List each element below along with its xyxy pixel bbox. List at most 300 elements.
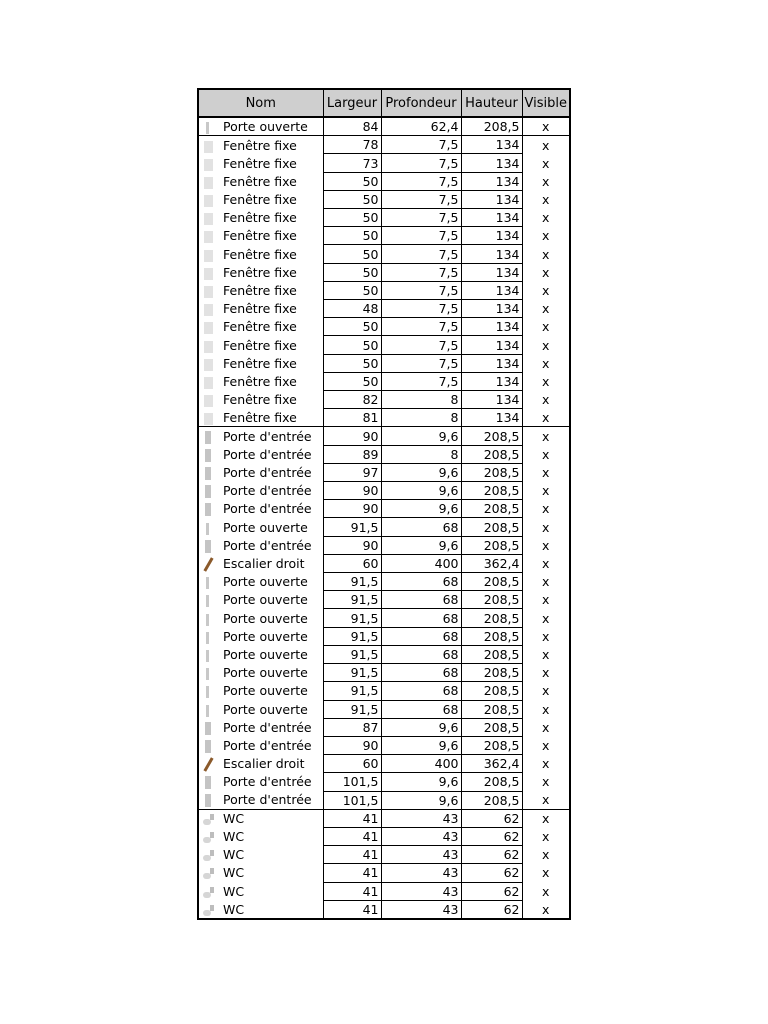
item-name: Porte ouverte bbox=[223, 592, 308, 608]
item-name: Porte d'entrée bbox=[223, 774, 312, 790]
cell-visible[interactable]: x bbox=[522, 227, 570, 245]
cell-width: 91,5 bbox=[323, 591, 381, 609]
cell-width: 41 bbox=[323, 809, 381, 827]
cell-width: 101,5 bbox=[323, 773, 381, 791]
cell-name bbox=[198, 536, 323, 554]
entrance-door-icon bbox=[201, 503, 215, 516]
cell-depth: 7,5 bbox=[381, 209, 461, 227]
cell-name bbox=[198, 117, 323, 136]
window-icon bbox=[201, 394, 215, 407]
item-name: Porte ouverte bbox=[223, 683, 308, 699]
table-body bbox=[198, 117, 570, 919]
toilet-icon bbox=[201, 886, 215, 899]
cell-height: 208,5 bbox=[461, 627, 522, 645]
table-row[interactable] bbox=[198, 755, 570, 773]
cell-width: 50 bbox=[323, 318, 381, 336]
cell-height: 208,5 bbox=[461, 518, 522, 536]
column-header-name[interactable]: Nom bbox=[198, 89, 323, 117]
table-row[interactable] bbox=[198, 209, 570, 227]
cell-height: 208,5 bbox=[461, 736, 522, 754]
item-name: Porte ouverte bbox=[223, 646, 308, 662]
entrance-door-icon bbox=[201, 722, 215, 735]
cell-visible[interactable]: x bbox=[522, 900, 570, 919]
cell-width: 91,5 bbox=[323, 609, 381, 627]
item-name: WC bbox=[223, 811, 245, 827]
cell-visible[interactable]: x bbox=[522, 409, 570, 427]
cell-height: 62 bbox=[461, 809, 522, 827]
cell-visible[interactable]: x bbox=[522, 755, 570, 773]
cell-width: 60 bbox=[323, 755, 381, 773]
cell-name bbox=[198, 736, 323, 754]
entrance-door-icon bbox=[201, 449, 215, 462]
entrance-door-icon bbox=[201, 776, 215, 789]
table-row[interactable] bbox=[198, 409, 570, 427]
cell-width: 50 bbox=[323, 227, 381, 245]
cell-visible[interactable]: x bbox=[522, 172, 570, 190]
cell-depth: 9,6 bbox=[381, 773, 461, 791]
entrance-door-icon bbox=[201, 467, 215, 480]
table-row[interactable] bbox=[198, 427, 570, 445]
cell-width: 87 bbox=[323, 718, 381, 736]
table-row[interactable] bbox=[198, 300, 570, 318]
cell-height: 208,5 bbox=[461, 791, 522, 809]
open-door-icon bbox=[201, 704, 215, 717]
cell-width: 50 bbox=[323, 172, 381, 190]
cell-height: 134 bbox=[461, 372, 522, 390]
table-row[interactable] bbox=[198, 372, 570, 390]
cell-width: 50 bbox=[323, 263, 381, 281]
cell-visible[interactable]: x bbox=[522, 718, 570, 736]
cell-height: 208,5 bbox=[461, 591, 522, 609]
table-row[interactable] bbox=[198, 154, 570, 172]
furniture-table bbox=[197, 88, 571, 920]
cell-height: 134 bbox=[461, 245, 522, 263]
table-row[interactable] bbox=[198, 172, 570, 190]
cell-visible[interactable]: x bbox=[522, 882, 570, 900]
cell-visible[interactable]: x bbox=[522, 500, 570, 518]
cell-height: 208,5 bbox=[461, 117, 522, 136]
cell-depth: 68 bbox=[381, 682, 461, 700]
cell-width: 91,5 bbox=[323, 645, 381, 663]
item-name: WC bbox=[223, 865, 245, 881]
toilet-icon bbox=[201, 904, 215, 917]
column-header-height[interactable]: Hauteur bbox=[461, 89, 522, 117]
window-icon bbox=[201, 321, 215, 334]
cell-name bbox=[198, 136, 323, 154]
cell-depth: 68 bbox=[381, 591, 461, 609]
cell-depth: 7,5 bbox=[381, 172, 461, 190]
cell-visible[interactable]: x bbox=[522, 827, 570, 845]
cell-visible[interactable]: x bbox=[522, 736, 570, 754]
cell-name bbox=[198, 245, 323, 263]
cell-visible[interactable]: x bbox=[522, 245, 570, 263]
table-row[interactable] bbox=[198, 736, 570, 754]
table-row[interactable] bbox=[198, 791, 570, 809]
item-name: Fenêtre fixe bbox=[223, 355, 297, 371]
table-row[interactable] bbox=[198, 336, 570, 354]
cell-depth: 9,6 bbox=[381, 536, 461, 554]
cell-depth: 68 bbox=[381, 700, 461, 718]
cell-name bbox=[198, 409, 323, 427]
item-name: Porte d'entrée bbox=[223, 738, 312, 753]
window-icon bbox=[201, 212, 215, 225]
cell-width: 90 bbox=[323, 500, 381, 518]
cell-width: 91,5 bbox=[323, 518, 381, 536]
cell-visible[interactable]: x bbox=[522, 482, 570, 500]
cell-depth: 7,5 bbox=[381, 245, 461, 263]
cell-width: 78 bbox=[323, 136, 381, 154]
table-row[interactable] bbox=[198, 354, 570, 372]
cell-name bbox=[198, 809, 323, 827]
cell-depth: 7,5 bbox=[381, 227, 461, 245]
cell-height: 62 bbox=[461, 900, 522, 919]
table-row[interactable] bbox=[198, 846, 570, 864]
cell-width: 41 bbox=[323, 846, 381, 864]
cell-height: 62 bbox=[461, 846, 522, 864]
item-name: Porte ouverte bbox=[223, 628, 308, 644]
column-header-depth[interactable]: Profondeur bbox=[381, 89, 461, 117]
table-row[interactable] bbox=[198, 445, 570, 463]
window-icon bbox=[201, 194, 215, 207]
table-row[interactable] bbox=[198, 482, 570, 500]
cell-visible[interactable]: x bbox=[522, 300, 570, 318]
table-row[interactable] bbox=[198, 281, 570, 299]
table-row[interactable] bbox=[198, 318, 570, 336]
toilet-icon bbox=[201, 813, 215, 826]
cell-visible[interactable]: x bbox=[522, 354, 570, 372]
table-row[interactable] bbox=[198, 500, 570, 518]
cell-visible[interactable]: x bbox=[522, 645, 570, 663]
cell-visible[interactable]: x bbox=[522, 281, 570, 299]
cell-height: 208,5 bbox=[461, 536, 522, 554]
table-row[interactable] bbox=[198, 882, 570, 900]
cell-visible[interactable]: x bbox=[522, 591, 570, 609]
table-row[interactable] bbox=[198, 190, 570, 208]
window-icon bbox=[201, 340, 215, 353]
item-name: Fenêtre fixe bbox=[223, 392, 297, 408]
table-row[interactable] bbox=[198, 773, 570, 791]
cell-height: 62 bbox=[461, 882, 522, 900]
window-icon bbox=[201, 140, 215, 153]
open-door-icon bbox=[201, 576, 215, 589]
cell-height: 134 bbox=[461, 154, 522, 172]
item-name: WC bbox=[223, 883, 245, 899]
cell-depth: 7,5 bbox=[381, 300, 461, 318]
open-door-icon bbox=[201, 121, 215, 134]
cell-name bbox=[198, 700, 323, 718]
cell-width: 48 bbox=[323, 300, 381, 318]
cell-width: 60 bbox=[323, 554, 381, 572]
cell-width: 91,5 bbox=[323, 700, 381, 718]
cell-depth: 7,5 bbox=[381, 263, 461, 281]
header-row bbox=[198, 89, 570, 117]
cell-height: 134 bbox=[461, 190, 522, 208]
cell-height: 134 bbox=[461, 136, 522, 154]
cell-name bbox=[198, 372, 323, 390]
cell-height: 134 bbox=[461, 354, 522, 372]
column-header-visible[interactable]: Visible bbox=[522, 89, 570, 117]
window-icon bbox=[201, 358, 215, 371]
table-row[interactable] bbox=[198, 263, 570, 281]
open-door-icon bbox=[201, 649, 215, 662]
item-name: Escalier droit bbox=[223, 555, 305, 571]
cell-visible[interactable]: x bbox=[522, 391, 570, 409]
cell-name bbox=[198, 300, 323, 318]
cell-depth: 43 bbox=[381, 827, 461, 845]
cell-depth: 7,5 bbox=[381, 354, 461, 372]
window-icon bbox=[201, 230, 215, 243]
cell-depth: 8 bbox=[381, 409, 461, 427]
table-row[interactable] bbox=[198, 227, 570, 245]
cell-visible[interactable]: x bbox=[522, 573, 570, 591]
window-icon bbox=[201, 249, 215, 262]
cell-name bbox=[198, 354, 323, 372]
table-row[interactable] bbox=[198, 554, 570, 572]
item-name: WC bbox=[223, 829, 245, 845]
table-row[interactable] bbox=[198, 245, 570, 263]
cell-width: 97 bbox=[323, 463, 381, 481]
cell-depth: 9,6 bbox=[381, 463, 461, 481]
cell-height: 208,5 bbox=[461, 700, 522, 718]
cell-width: 41 bbox=[323, 827, 381, 845]
cell-depth: 400 bbox=[381, 554, 461, 572]
cell-visible[interactable]: x bbox=[522, 336, 570, 354]
cell-name bbox=[198, 573, 323, 591]
cell-name bbox=[198, 336, 323, 354]
table-row[interactable] bbox=[198, 900, 570, 919]
cell-visible[interactable]: x bbox=[522, 773, 570, 791]
cell-name bbox=[198, 518, 323, 536]
cell-visible[interactable]: x bbox=[522, 554, 570, 572]
item-name: Fenêtre fixe bbox=[223, 228, 297, 244]
cell-depth: 68 bbox=[381, 518, 461, 536]
cell-height: 208,5 bbox=[461, 609, 522, 627]
cell-width: 41 bbox=[323, 864, 381, 882]
cell-depth: 68 bbox=[381, 609, 461, 627]
cell-height: 208,5 bbox=[461, 482, 522, 500]
cell-width: 50 bbox=[323, 281, 381, 299]
cell-width: 41 bbox=[323, 882, 381, 900]
item-name: Fenêtre fixe bbox=[223, 137, 297, 153]
cell-height: 208,5 bbox=[461, 773, 522, 791]
cell-width: 50 bbox=[323, 336, 381, 354]
table-row[interactable] bbox=[198, 627, 570, 645]
cell-depth: 43 bbox=[381, 864, 461, 882]
cell-height: 208,5 bbox=[461, 463, 522, 481]
cell-depth: 9,6 bbox=[381, 427, 461, 445]
table-row[interactable] bbox=[198, 682, 570, 700]
table-row[interactable] bbox=[198, 518, 570, 536]
cell-name bbox=[198, 846, 323, 864]
cell-height: 208,5 bbox=[461, 718, 522, 736]
cell-name bbox=[198, 500, 323, 518]
item-name: Fenêtre fixe bbox=[223, 173, 297, 189]
cell-name bbox=[198, 190, 323, 208]
cell-depth: 9,6 bbox=[381, 718, 461, 736]
cell-name bbox=[198, 427, 323, 445]
cell-height: 134 bbox=[461, 209, 522, 227]
cell-visible[interactable]: x bbox=[522, 463, 570, 481]
cell-name bbox=[198, 682, 323, 700]
cell-visible[interactable]: x bbox=[522, 427, 570, 445]
item-name: Fenêtre fixe bbox=[223, 210, 297, 226]
cell-depth: 62,4 bbox=[381, 117, 461, 136]
cell-depth: 8 bbox=[381, 445, 461, 463]
cell-height: 208,5 bbox=[461, 500, 522, 518]
item-name: Porte d'entrée bbox=[223, 446, 312, 462]
cell-height: 208,5 bbox=[461, 682, 522, 700]
item-name: Fenêtre fixe bbox=[223, 282, 297, 298]
cell-width: 50 bbox=[323, 190, 381, 208]
cell-depth: 9,6 bbox=[381, 500, 461, 518]
cell-visible[interactable]: x bbox=[522, 864, 570, 882]
cell-name bbox=[198, 664, 323, 682]
table-row[interactable] bbox=[198, 664, 570, 682]
cell-depth: 68 bbox=[381, 645, 461, 663]
table-row[interactable] bbox=[198, 391, 570, 409]
item-name: Fenêtre fixe bbox=[223, 155, 297, 171]
entrance-door-icon bbox=[201, 540, 215, 553]
window-icon bbox=[201, 285, 215, 298]
cell-visible[interactable]: x bbox=[522, 809, 570, 827]
table-row[interactable] bbox=[198, 117, 570, 136]
cell-height: 134 bbox=[461, 263, 522, 281]
cell-visible[interactable]: x bbox=[522, 536, 570, 554]
cell-name bbox=[198, 755, 323, 773]
cell-name bbox=[198, 609, 323, 627]
cell-height: 134 bbox=[461, 281, 522, 299]
cell-visible[interactable]: x bbox=[522, 263, 570, 281]
cell-visible[interactable]: x bbox=[522, 664, 570, 682]
cell-height: 134 bbox=[461, 172, 522, 190]
cell-visible[interactable]: x bbox=[522, 846, 570, 864]
item-name: Porte d'entrée bbox=[223, 792, 312, 808]
entrance-door-icon bbox=[201, 485, 215, 498]
cell-height: 208,5 bbox=[461, 664, 522, 682]
item-name: Porte d'entrée bbox=[223, 537, 312, 553]
cell-visible[interactable]: x bbox=[522, 609, 570, 627]
cell-name bbox=[198, 864, 323, 882]
item-name: Porte ouverte bbox=[223, 519, 308, 535]
cell-width: 81 bbox=[323, 409, 381, 427]
table-row[interactable] bbox=[198, 573, 570, 591]
table-row[interactable] bbox=[198, 136, 570, 154]
cell-name bbox=[198, 227, 323, 245]
table-row[interactable] bbox=[198, 645, 570, 663]
cell-height: 208,5 bbox=[461, 427, 522, 445]
item-name: Fenêtre fixe bbox=[223, 191, 297, 207]
open-door-icon bbox=[201, 631, 215, 644]
table-row[interactable] bbox=[198, 609, 570, 627]
cell-depth: 400 bbox=[381, 755, 461, 773]
cell-depth: 68 bbox=[381, 664, 461, 682]
cell-name bbox=[198, 172, 323, 190]
cell-width: 91,5 bbox=[323, 682, 381, 700]
cell-height: 134 bbox=[461, 336, 522, 354]
item-name: Porte ouverte bbox=[223, 665, 308, 681]
toilet-icon bbox=[201, 849, 215, 862]
cell-depth: 7,5 bbox=[381, 154, 461, 172]
table-row[interactable] bbox=[198, 463, 570, 481]
cell-name bbox=[198, 281, 323, 299]
cell-width: 91,5 bbox=[323, 627, 381, 645]
cell-visible[interactable]: x bbox=[522, 682, 570, 700]
cell-name bbox=[198, 645, 323, 663]
cell-width: 89 bbox=[323, 445, 381, 463]
cell-height: 362,4 bbox=[461, 554, 522, 572]
item-name: Fenêtre fixe bbox=[223, 246, 297, 262]
table-row[interactable] bbox=[198, 536, 570, 554]
cell-height: 362,4 bbox=[461, 755, 522, 773]
cell-width: 50 bbox=[323, 372, 381, 390]
column-header-width[interactable]: Largeur bbox=[323, 89, 381, 117]
cell-visible[interactable]: x bbox=[522, 318, 570, 336]
cell-depth: 7,5 bbox=[381, 136, 461, 154]
open-door-icon bbox=[201, 685, 215, 698]
cell-width: 91,5 bbox=[323, 573, 381, 591]
cell-name bbox=[198, 773, 323, 791]
cell-depth: 43 bbox=[381, 846, 461, 864]
cell-width: 90 bbox=[323, 427, 381, 445]
table-row[interactable] bbox=[198, 718, 570, 736]
cell-visible[interactable]: x bbox=[522, 136, 570, 154]
table-row[interactable] bbox=[198, 591, 570, 609]
open-door-icon bbox=[201, 667, 215, 680]
item-name: Porte ouverte bbox=[223, 701, 308, 717]
item-name: Porte d'entrée bbox=[223, 501, 312, 517]
cell-width: 50 bbox=[323, 209, 381, 227]
cell-depth: 9,6 bbox=[381, 482, 461, 500]
cell-height: 208,5 bbox=[461, 573, 522, 591]
cell-width: 91,5 bbox=[323, 664, 381, 682]
cell-width: 101,5 bbox=[323, 791, 381, 809]
table-row[interactable] bbox=[198, 864, 570, 882]
cell-visible[interactable]: x bbox=[522, 700, 570, 718]
item-name: Fenêtre fixe bbox=[223, 301, 297, 317]
cell-height: 62 bbox=[461, 864, 522, 882]
cell-depth: 43 bbox=[381, 900, 461, 919]
cell-height: 134 bbox=[461, 391, 522, 409]
item-name: Fenêtre fixe bbox=[223, 373, 297, 389]
cell-visible[interactable]: x bbox=[522, 372, 570, 390]
cell-depth: 7,5 bbox=[381, 318, 461, 336]
cell-name bbox=[198, 827, 323, 845]
cell-visible[interactable]: x bbox=[522, 518, 570, 536]
window-icon bbox=[201, 267, 215, 280]
cell-name bbox=[198, 463, 323, 481]
item-name: Fenêtre fixe bbox=[223, 319, 297, 335]
cell-visible[interactable]: x bbox=[522, 154, 570, 172]
cell-width: 50 bbox=[323, 354, 381, 372]
stairs-icon bbox=[201, 758, 215, 771]
table-row[interactable] bbox=[198, 809, 570, 827]
toilet-icon bbox=[201, 867, 215, 880]
cell-height: 62 bbox=[461, 827, 522, 845]
cell-visible[interactable]: x bbox=[522, 117, 570, 136]
window-icon bbox=[201, 412, 215, 425]
cell-name bbox=[198, 627, 323, 645]
cell-visible[interactable]: x bbox=[522, 209, 570, 227]
table-row[interactable] bbox=[198, 700, 570, 718]
cell-name bbox=[198, 482, 323, 500]
cell-name bbox=[198, 791, 323, 809]
table-row[interactable] bbox=[198, 827, 570, 845]
cell-visible[interactable]: x bbox=[522, 627, 570, 645]
cell-visible[interactable]: x bbox=[522, 190, 570, 208]
cell-visible[interactable]: x bbox=[522, 445, 570, 463]
open-door-icon bbox=[201, 522, 215, 535]
cell-visible[interactable]: x bbox=[522, 791, 570, 809]
